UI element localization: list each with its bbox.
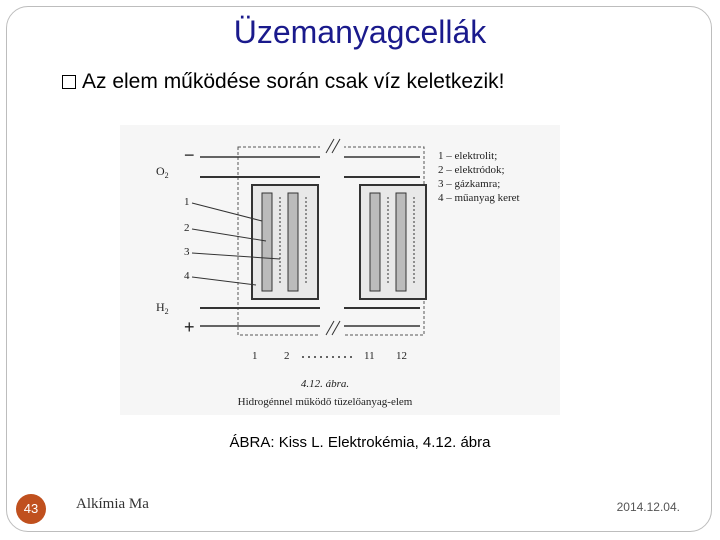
minus-sign: − bbox=[184, 145, 195, 165]
legend-item: 4 – műanyag keret bbox=[438, 192, 520, 204]
figure-title: Hidrogénnel működő tüzelőanyag-elem bbox=[237, 396, 413, 408]
legend-item: 1 – elektrolit; bbox=[438, 150, 498, 162]
bullet-item bbox=[62, 70, 505, 94]
electrode bbox=[396, 193, 406, 291]
bullet-box-icon bbox=[62, 75, 76, 89]
footer-left: Alkímia Ma bbox=[76, 496, 149, 512]
electrode bbox=[288, 193, 298, 291]
legend-item: 2 – elektródok; bbox=[438, 164, 505, 176]
side-number: 2 bbox=[184, 222, 190, 234]
figure-number: 4.12. ábra. bbox=[300, 378, 350, 390]
side-number: 4 bbox=[184, 270, 190, 282]
bottom-number: 11 bbox=[364, 350, 375, 362]
gas-h2-label: $H_2$ bbox=[156, 300, 169, 316]
break-gap bbox=[320, 143, 344, 343]
electrode bbox=[370, 193, 380, 291]
plus-sign: + bbox=[184, 317, 195, 337]
slide-title: Üzemanyagcellák bbox=[233, 14, 487, 50]
fuel-cell-diagram bbox=[120, 125, 560, 425]
gas-o2-label: $O_2$ bbox=[156, 164, 169, 180]
side-number: 3 bbox=[184, 246, 190, 258]
side-number: 1 bbox=[184, 196, 190, 208]
electrode bbox=[262, 193, 272, 291]
bottom-number: 12 bbox=[396, 350, 407, 362]
figure-caption: ÁBRA: Kiss L. Elektrokémia, 4.12. ábra bbox=[229, 434, 491, 451]
bottom-number: 1 bbox=[252, 350, 258, 362]
bullet-text: Az elem működése során csak víz keletkezik! bbox=[82, 70, 505, 93]
legend-item: 3 – gázkamra; bbox=[438, 178, 501, 190]
page-number-badge: 43 bbox=[16, 494, 46, 524]
bottom-number: 2 bbox=[284, 350, 290, 362]
footer-date: 2014.12.04. bbox=[616, 500, 680, 514]
